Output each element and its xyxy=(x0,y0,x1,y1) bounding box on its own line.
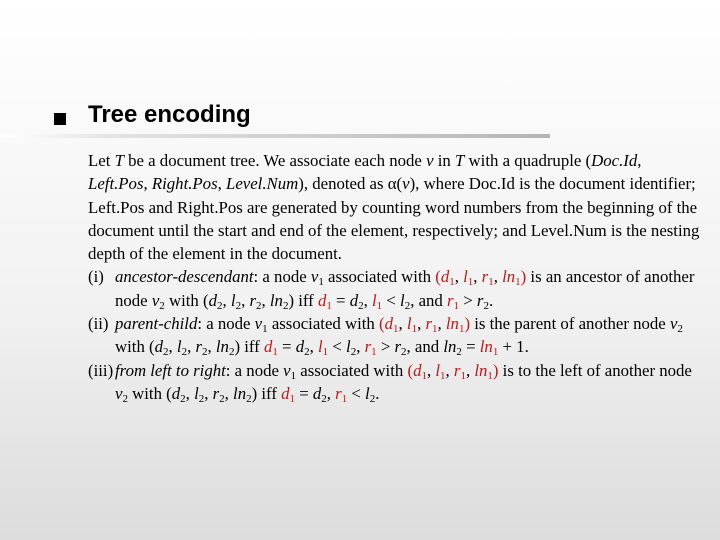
text-run: ), denoted as xyxy=(298,174,384,194)
item-number: (ii) xyxy=(88,314,109,334)
text-run: with a quadruple ( xyxy=(468,151,592,170)
term-left-pos: Left.Pos xyxy=(88,174,144,194)
list-item-ancestor-descendant: (i) ancestor-descendant: a node $v_1$ associated with ($d_1$, $l_1$, $r_1$, $\ln_1$) is an ancestor of another node $v_2$ with ($d_2$, $l_2$, $r_2$, $\ln_2$) iff $d_1 = d_2$, $l_1 < l_2$, and $r_1 > r_2$. xyxy=(88,267,695,312)
item-number: (i) xyxy=(88,267,104,287)
text-run: be a document tree. We associate each node xyxy=(128,151,422,170)
alpha-symbol: α xyxy=(387,174,397,194)
bullet-square-icon xyxy=(54,113,66,125)
item-number: (iii) xyxy=(88,360,114,380)
text-run: Let xyxy=(88,151,111,170)
text-run: , where Doc.Id is the document identifier; Left.Pos and Right.Pos are generated by counting word numbers from the beginning of the document until the start and end of the element, respectively; and Level.Num is the nesting depth of the element in the document. xyxy=(88,174,700,264)
slide-body xyxy=(88,149,700,405)
relation-name: parent-child xyxy=(115,314,198,334)
var-node: v xyxy=(426,151,434,170)
title-underline-divider xyxy=(0,134,550,138)
relation-name: ancestor-descendant xyxy=(115,267,254,287)
var-tree: T xyxy=(455,151,465,170)
term-doc-id: Doc.Id xyxy=(591,151,638,170)
text-run: in xyxy=(437,151,451,170)
definition-paragraph: Let T be a document tree. We associate each node v in T with a quadruple (Doc.Id, Left.Pos, Right.Pos, Level.Num), denoted as α(v), where Doc.Id is the document identifier; Left.Pos and Right.Pos are generated by counting word numbers from the beginning of the document until the start and end of the element, respectively; and Level.Num is the nesting depth of the element in the document. xyxy=(88,151,700,264)
slide-title: Tree encoding xyxy=(88,101,251,128)
var-node: v xyxy=(402,174,410,194)
term-right-pos: Right.Pos xyxy=(151,174,218,194)
list-item-left-to-right: (iii) from left to right: a node $v_1$ associated with ($d_1$, $l_1$, $r_1$, $\ln_1$) is to the left of another node $v_2$ with ($d_2$, $l_2$, $r_2$, $\ln_2$) iff $d_1 = d_2$, $r_1 < l_2$. xyxy=(88,360,692,405)
relation-name: from left to right xyxy=(115,360,226,380)
var-tree: T xyxy=(114,151,124,170)
list-item-parent-child: (ii) parent-child: a node $v_1$ associated with ($d_1$, $l_1$, $r_1$, $\ln_1$) is the parent of another node $v_2$ with ($d_2$, $l_2$, $r_2$, $\ln_2$) iff $d_1 = d_2$, $l_1 < l_2$, $r_1 > r_2$, and $\ln_2 = \ln_1 + 1$. xyxy=(88,314,683,359)
term-level-num: Level.Num xyxy=(226,174,299,194)
